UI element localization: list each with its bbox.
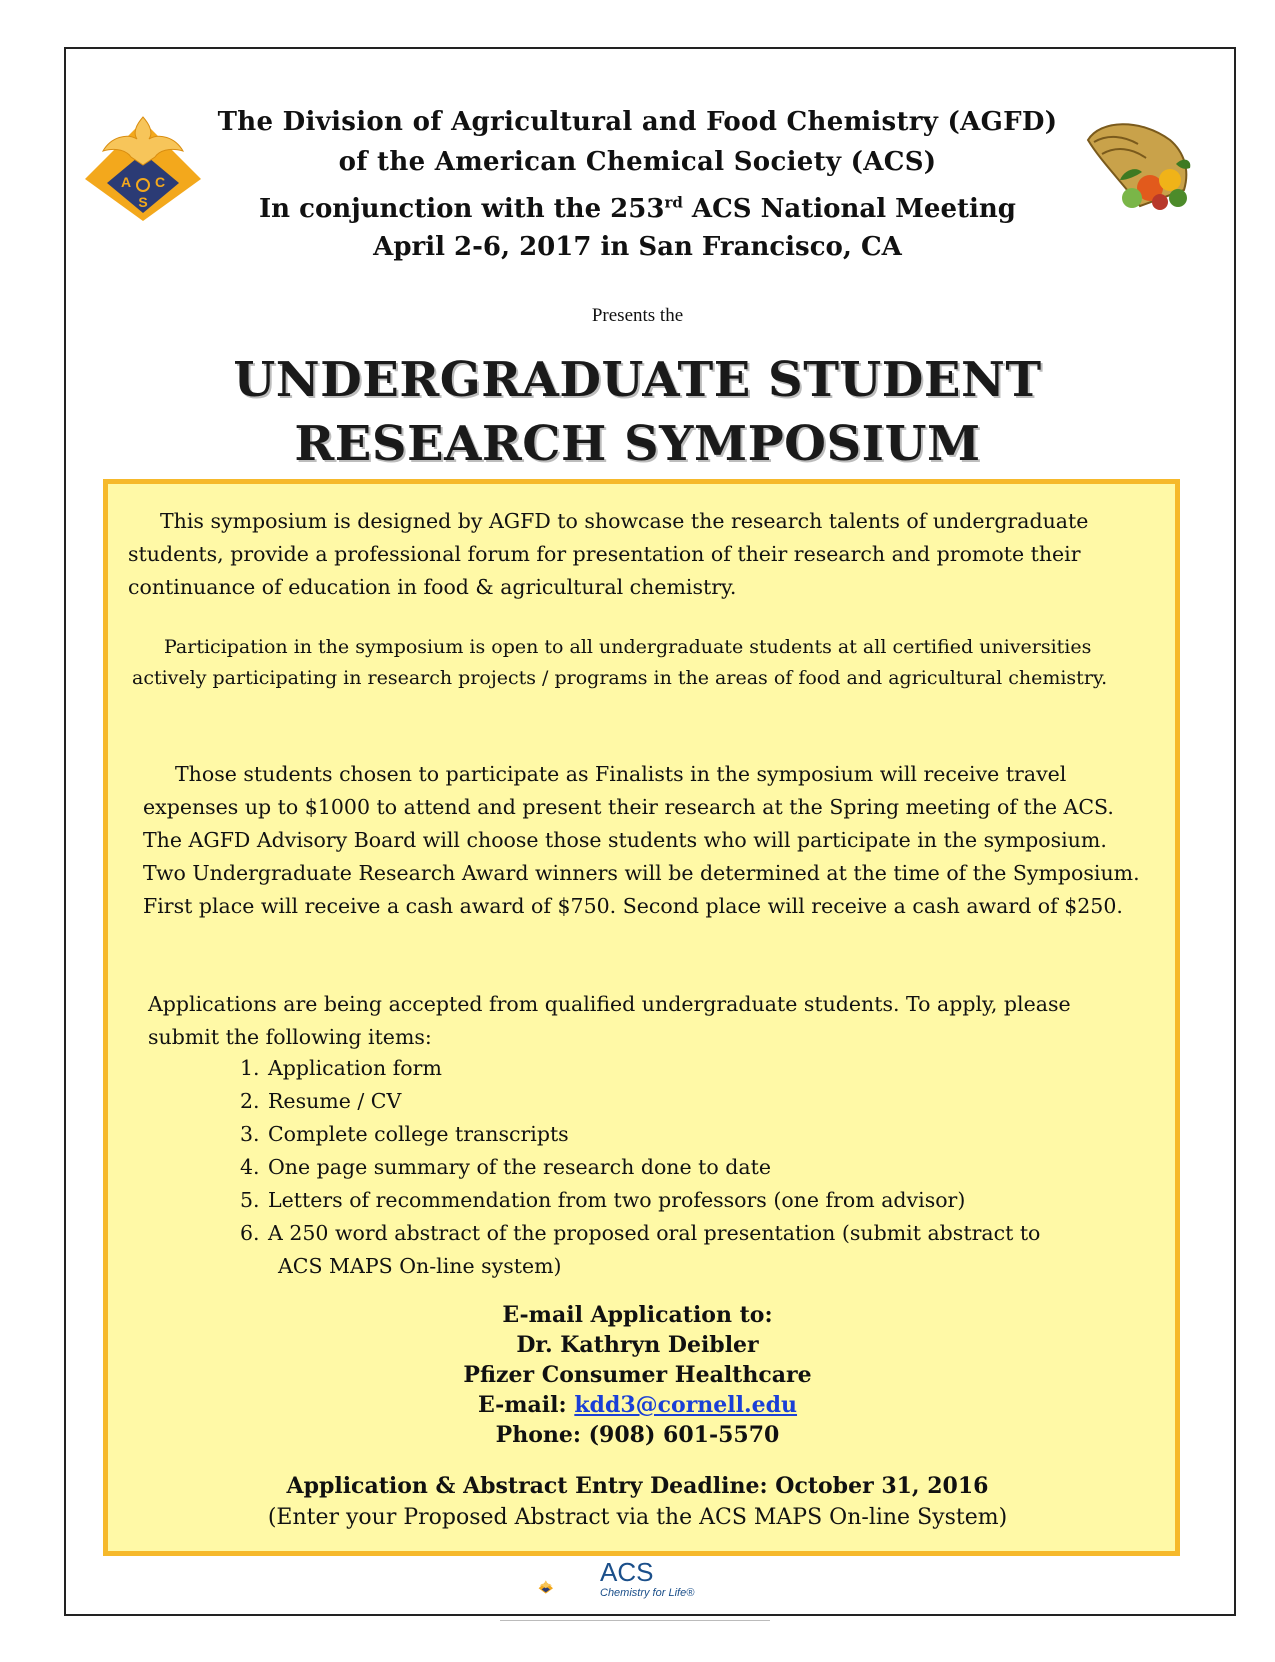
contact-phone: Phone: (908) 601-5570 <box>495 1422 780 1448</box>
list-item: 4. One page summary of the research done to date <box>240 1155 771 1179</box>
list-item: 2. Resume / CV <box>240 1089 402 1113</box>
acs-eagle-logo <box>81 103 205 227</box>
meeting-date-location: April 2-6, 2017 in San Francisco, CA <box>373 232 902 262</box>
contact-email: E-mail: kdd3@cornell.edu <box>477 1392 798 1418</box>
paragraph-purpose: This symposium is designed by AGFD to showcase the research talents of undergraduate students, provide a professional forum for presentation of their research and promote their continuance of education in food & agricultural chemistry. <box>128 509 1089 599</box>
svg-text:S: S <box>138 194 148 210</box>
paragraph-awards: Those students chosen to participate as Finalists in the symposium will receive travel expenses up to $1000 to attend and present their research at the Spring meeting of the ACS. The AGFD Advisory Board will choose those students who will participate in the symposium. Two Undergraduate Research Award winners will be determined at the time of the Symposium. First place will receive a cash award of $750. Second place will receive a cash award of $250. <box>143 762 1140 918</box>
svg-text:A: A <box>120 174 132 190</box>
contact-block <box>300 1300 975 1450</box>
footer-divider <box>500 1620 770 1621</box>
ordinal-suffix: rd <box>664 193 683 212</box>
contact-heading: E-mail Application to: <box>502 1302 773 1328</box>
heading-line-1: The Division of Agricultural and Food Chemistry (AGFD) <box>217 107 1058 137</box>
footer-brand <box>600 1558 694 1600</box>
symposium-title <box>0 348 1275 476</box>
cornucopia-illustration <box>1080 110 1196 215</box>
svg-text:C: C <box>154 174 166 190</box>
email-link[interactable]: kdd3@cornell.edu <box>574 1392 798 1418</box>
acs-footer-logo <box>538 1563 598 1611</box>
footer-acs: ACS <box>600 1557 654 1587</box>
paragraph-application: Applications are being accepted from qualified undergraduate students. To apply, please submit the following items: <box>148 992 1071 1049</box>
required-items-list <box>240 1052 1120 1283</box>
title-line-1: UNDERGRADUATE STUDENT <box>233 352 1042 408</box>
heading-line-2: of the American Chemical Society (ACS) <box>338 147 937 177</box>
list-item: 1. Application form <box>240 1056 442 1080</box>
contact-organization: Pfizer Consumer Healthcare <box>463 1362 812 1388</box>
meeting-heading <box>200 190 1075 266</box>
paragraph-eligibility: Participation in the symposium is open to all undergraduate students at all certified universities actively participating in research projects / programs in the areas of food and agricultural chemistry. <box>132 636 1108 689</box>
deadline-note: (Enter your Proposed Abstract via the ACS MAPS On-line System) <box>267 1505 1008 1530</box>
list-item: 5. Letters of recommendation from two professors (one from advisor) <box>240 1188 966 1212</box>
contact-name: Dr. Kathryn Deibler <box>516 1332 759 1358</box>
deadline-block <box>200 1470 1075 1534</box>
list-item: 3. Complete college transcripts <box>240 1122 569 1146</box>
meeting-line: In conjunction with the 253rd ACS National Meeting <box>259 193 1016 224</box>
footer-tagline: Chemistry for Life® <box>600 1587 695 1599</box>
division-heading <box>200 102 1075 182</box>
list-item: 6. A 250 word abstract of the proposed oral presentation (submit abstract to ACS MAPS On-line system) <box>240 1221 1041 1278</box>
deadline-text: Application & Abstract Entry Deadline: October 31, 2016 <box>286 1473 989 1499</box>
presents-text: Presents the <box>591 305 684 326</box>
title-line-2: RESEARCH SYMPOSIUM <box>294 416 981 472</box>
